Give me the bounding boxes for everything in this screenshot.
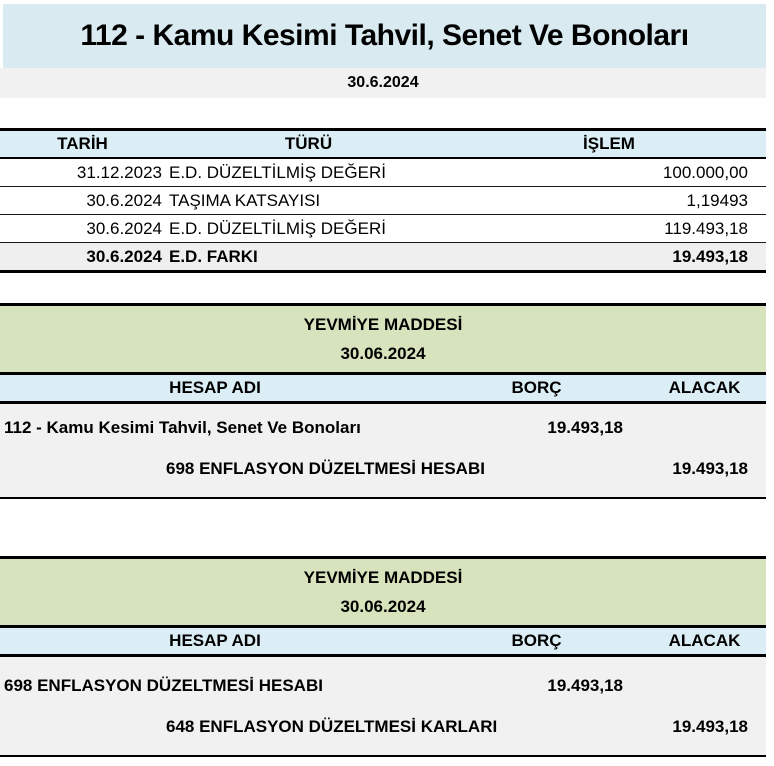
debit-amount: 19.493,18 bbox=[547, 676, 623, 695]
credit-amount: 19.493,18 bbox=[672, 717, 748, 736]
debit-amount: 19.493,18 bbox=[547, 418, 623, 437]
col-header-tarih: TARİH bbox=[57, 134, 108, 153]
account-cell: 698 ENFLASYON DÜZELTMESİ HESABI bbox=[4, 676, 323, 695]
journal-body bbox=[0, 404, 766, 497]
calc-table-header-row bbox=[0, 131, 766, 159]
journal-banner bbox=[0, 559, 766, 628]
journal-title: YEVMİYE MADDESİ bbox=[303, 567, 463, 587]
col-header-islem: İŞLEM bbox=[583, 134, 635, 153]
journal-entry-1 bbox=[0, 303, 766, 499]
report-date: 30.6.2024 bbox=[347, 74, 419, 91]
table-row-ed-farki bbox=[0, 243, 766, 270]
account-cell: 112 - Kamu Kesimi Tahvil, Senet Ve Bonoları bbox=[4, 418, 361, 437]
table-row bbox=[0, 159, 766, 187]
credit-row bbox=[0, 713, 766, 741]
type-cell: E.D. DÜZELTİLMİŞ DEĞERİ bbox=[169, 218, 386, 238]
journal-banner bbox=[0, 306, 766, 375]
account-title-banner bbox=[3, 4, 766, 68]
journal-date: 30.06.2024 bbox=[340, 343, 426, 363]
type-cell: E.D. DÜZELTİLMİŞ DEĞERİ bbox=[169, 162, 386, 182]
col-header-alacak: ALACAK bbox=[668, 378, 741, 397]
journal-header-row bbox=[0, 375, 766, 404]
date-cell: 31.12.2023 bbox=[76, 162, 162, 182]
date-cell: 30.6.2024 bbox=[86, 190, 162, 210]
value-cell: 19.493,18 bbox=[672, 246, 748, 266]
journal-date: 30.06.2024 bbox=[340, 596, 426, 616]
col-header-hesap-adi: HESAP ADI bbox=[169, 631, 261, 650]
value-cell: 119.493,18 bbox=[664, 218, 748, 238]
col-header-alacak: ALACAK bbox=[668, 631, 741, 650]
debit-row bbox=[0, 414, 766, 442]
date-cell: 30.6.2024 bbox=[86, 218, 162, 238]
col-header-hesap-adi: HESAP ADI bbox=[169, 378, 261, 397]
debit-row bbox=[0, 672, 766, 700]
report-date-bar bbox=[0, 68, 766, 98]
table-row bbox=[0, 215, 766, 243]
type-cell: E.D. FARKI bbox=[169, 246, 258, 266]
col-header-turu: TÜRÜ bbox=[284, 134, 333, 153]
journal-entry-2 bbox=[0, 556, 766, 757]
type-cell: TAŞIMA KATSAYISI bbox=[169, 190, 321, 210]
account-cell: 648 ENFLASYON DÜZELTMESİ KARLARI bbox=[166, 717, 498, 736]
account-title: 112 - Kamu Kesimi Tahvil, Senet Ve Bonoları bbox=[80, 19, 689, 52]
date-cell: 30.6.2024 bbox=[86, 246, 162, 266]
value-cell: 100.000,00 bbox=[662, 162, 748, 182]
credit-row bbox=[0, 455, 766, 483]
journal-title: YEVMİYE MADDESİ bbox=[303, 314, 463, 334]
col-header-borc: BORÇ bbox=[511, 378, 562, 397]
value-cell: 1,19493 bbox=[686, 190, 748, 210]
journal-header-row bbox=[0, 628, 766, 657]
journal-body bbox=[0, 657, 766, 755]
account-cell: 698 ENFLASYON DÜZELTMESİ HESABI bbox=[166, 459, 485, 478]
credit-amount: 19.493,18 bbox=[672, 459, 748, 478]
table-row bbox=[0, 187, 766, 215]
col-header-borc: BORÇ bbox=[511, 631, 562, 650]
inflation-calc-table bbox=[0, 128, 766, 273]
